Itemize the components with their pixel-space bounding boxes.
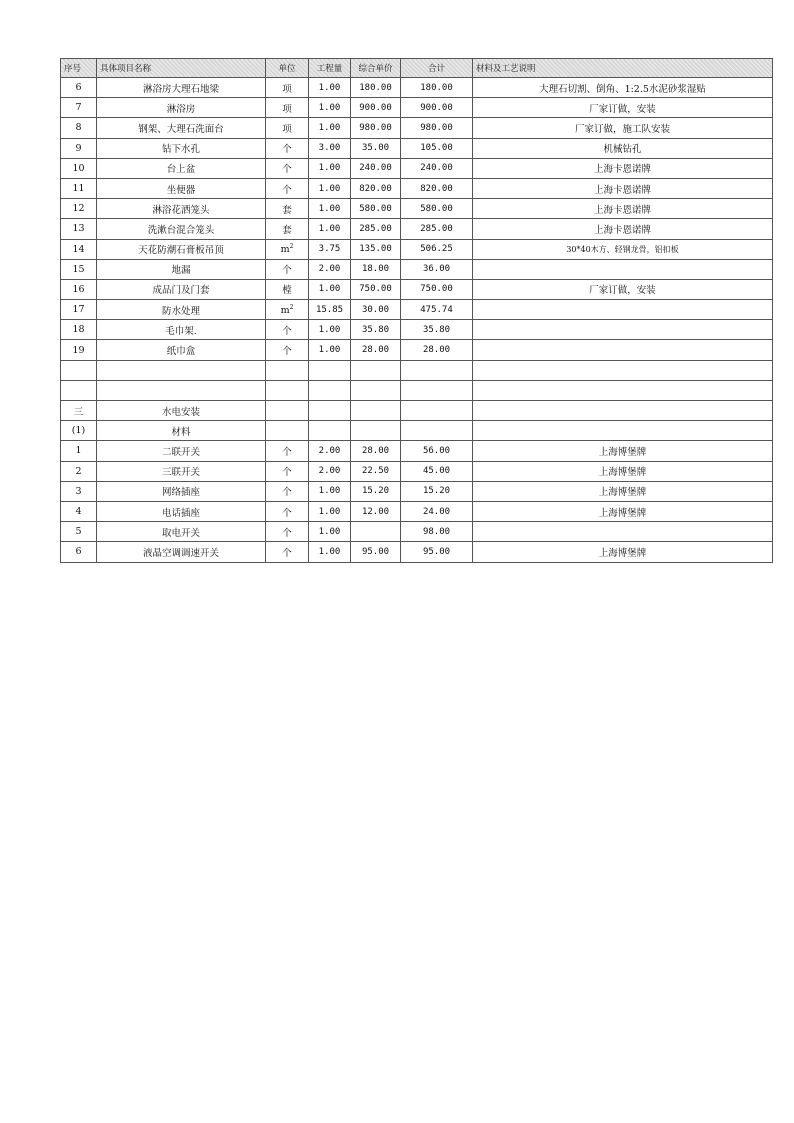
cell-price: 95.00: [351, 542, 401, 562]
quotation-sheet: [60, 58, 772, 563]
cell-total: 98.00: [401, 522, 473, 542]
cell-price: 900.00: [351, 98, 401, 118]
table-row: [61, 380, 773, 400]
cell-note: 上海博堡牌: [473, 441, 773, 461]
cell-total: 900.00: [401, 98, 473, 118]
cell-unit: [266, 360, 309, 380]
cell-unit: [266, 340, 309, 360]
cell-name: 防水处理: [97, 300, 266, 320]
cell-total: 24.00: [401, 501, 473, 521]
cell-unit: [266, 219, 309, 239]
cell-total: 980.00: [401, 118, 473, 138]
cell-qty: 2.00: [309, 441, 351, 461]
cell-unit: [266, 481, 309, 501]
cell-qty: 1.00: [309, 340, 351, 360]
cell-note: [473, 401, 773, 421]
cell-name: 毛巾架.: [97, 320, 266, 340]
unit-text: 个: [282, 184, 292, 196]
table-row: [61, 199, 773, 219]
unit-text: 个: [282, 325, 292, 337]
table-row: [61, 542, 773, 562]
cell-price: 750.00: [351, 279, 401, 299]
cell-total: 105.00: [401, 138, 473, 158]
cell-note: 机械钻孔: [473, 138, 773, 158]
cell-unit: [266, 259, 309, 279]
cell-name: 电话插座: [97, 501, 266, 521]
cell-note: [473, 259, 773, 279]
cell-total: 180.00: [401, 78, 473, 98]
header-price: 综合单价: [351, 59, 401, 78]
cell-name: 二联开关: [97, 441, 266, 461]
cell-unit: [266, 138, 309, 158]
cell-seq: 4: [61, 501, 97, 521]
unit-text: 个: [282, 265, 292, 277]
cell-unit: [266, 441, 309, 461]
cell-qty: 1.00: [309, 481, 351, 501]
cell-note: [473, 421, 773, 441]
cell-price: [351, 380, 401, 400]
header-name: 具体项目名称: [97, 59, 266, 78]
cell-seq: [61, 360, 97, 380]
unit-text: 个: [282, 547, 292, 559]
cell-total: [401, 401, 473, 421]
cell-qty: 15.85: [309, 300, 351, 320]
unit-text: 套: [282, 224, 292, 236]
cell-price: 28.00: [351, 441, 401, 461]
table-row: [61, 138, 773, 158]
cell-total: 475.74: [401, 300, 473, 320]
header-unit: 单位: [266, 59, 309, 78]
unit-text: 樘: [282, 285, 292, 297]
cell-unit: [266, 158, 309, 178]
table-body: [61, 78, 773, 563]
cell-qty: 1.00: [309, 320, 351, 340]
unit-superscript: 2: [289, 243, 294, 251]
cell-name: 液晶空调调速开关: [97, 542, 266, 562]
table-row: [61, 239, 773, 259]
cell-seq: (1): [61, 421, 97, 441]
cell-seq: 13: [61, 219, 97, 239]
cell-unit: [266, 320, 309, 340]
cell-name: 地漏: [97, 259, 266, 279]
cell-name: 坐便器: [97, 178, 266, 198]
cell-note: 上海卡恩诺牌: [473, 178, 773, 198]
cell-unit: [266, 401, 309, 421]
unit-text: 个: [282, 164, 292, 176]
cell-total: 506.25: [401, 239, 473, 259]
cell-price: 240.00: [351, 158, 401, 178]
cell-unit: [266, 522, 309, 542]
cell-name: 水电安装: [97, 401, 266, 421]
cell-seq: 三: [61, 401, 97, 421]
cell-name: [97, 380, 266, 400]
cell-note: 厂家订做，安装: [473, 98, 773, 118]
cell-price: 180.00: [351, 78, 401, 98]
cell-unit: [266, 98, 309, 118]
cell-name: 台上盆: [97, 158, 266, 178]
cell-price: 12.00: [351, 501, 401, 521]
cell-price: [351, 360, 401, 380]
cell-note: [473, 380, 773, 400]
unit-text: 个: [282, 467, 292, 479]
cell-name: 淋浴花洒笼头: [97, 199, 266, 219]
cell-qty: 1.00: [309, 219, 351, 239]
cell-note: 30*40木方、轻钢龙骨，铝扣板: [473, 239, 773, 259]
cell-unit: [266, 279, 309, 299]
cell-total: 240.00: [401, 158, 473, 178]
cell-seq: 6: [61, 542, 97, 562]
cell-name: 网络插座: [97, 481, 266, 501]
cell-note: 上海卡恩诺牌: [473, 219, 773, 239]
cell-name: 材料: [97, 421, 266, 441]
cell-note: 上海卡恩诺牌: [473, 199, 773, 219]
cell-unit: [266, 239, 309, 259]
unit-text: 项: [282, 103, 292, 115]
table-row: [61, 300, 773, 320]
cell-price: 18.00: [351, 259, 401, 279]
cell-name: 钢架、大理石洗面台: [97, 118, 266, 138]
cell-total: [401, 421, 473, 441]
cell-seq: 16: [61, 279, 97, 299]
header-note: 材料及工艺说明: [473, 59, 773, 78]
cell-total: 580.00: [401, 199, 473, 219]
cell-qty: 1.00: [309, 78, 351, 98]
cell-note: [473, 360, 773, 380]
cell-qty: 3.75: [309, 239, 351, 259]
cell-seq: 1: [61, 441, 97, 461]
cell-total: 45.00: [401, 461, 473, 481]
cell-seq: 15: [61, 259, 97, 279]
cell-total: 750.00: [401, 279, 473, 299]
table-row: [61, 360, 773, 380]
cell-note: [473, 522, 773, 542]
unit-text: m: [280, 244, 290, 256]
unit-text: 个: [282, 487, 292, 499]
cell-name: 淋浴房: [97, 98, 266, 118]
cell-price: [351, 421, 401, 441]
header-qty: 工程量: [309, 59, 351, 78]
cell-price: 22.50: [351, 461, 401, 481]
unit-text: 套: [282, 204, 292, 216]
table-row: [61, 421, 773, 441]
cell-total: 28.00: [401, 340, 473, 360]
cell-price: [351, 401, 401, 421]
cell-qty: 1.00: [309, 118, 351, 138]
header-seq: 序号: [61, 59, 97, 78]
cell-seq: 17: [61, 300, 97, 320]
cell-note: [473, 340, 773, 360]
cell-seq: 9: [61, 138, 97, 158]
unit-text: 个: [282, 346, 292, 358]
table-header-row: [61, 59, 773, 78]
cell-total: 15.20: [401, 481, 473, 501]
cell-qty: 2.00: [309, 259, 351, 279]
unit-text: 项: [282, 123, 292, 135]
table-row: [61, 320, 773, 340]
cell-seq: 2: [61, 461, 97, 481]
cell-unit: [266, 461, 309, 481]
cell-qty: 3.00: [309, 138, 351, 158]
cell-unit: [266, 178, 309, 198]
table-row: [61, 78, 773, 98]
cell-note: 大理石切割、倒角、1:2.5水泥砂浆湿贴: [473, 78, 773, 98]
cell-seq: [61, 380, 97, 400]
cell-name: [97, 360, 266, 380]
cell-qty: 1.00: [309, 501, 351, 521]
cell-qty: 1.00: [309, 98, 351, 118]
cell-price: 30.00: [351, 300, 401, 320]
cell-seq: 10: [61, 158, 97, 178]
cell-price: 35.80: [351, 320, 401, 340]
cell-qty: 1.00: [309, 199, 351, 219]
cell-unit: [266, 542, 309, 562]
cell-qty: 1.00: [309, 522, 351, 542]
cell-qty: 1.00: [309, 178, 351, 198]
cell-unit: [266, 78, 309, 98]
cell-unit: [266, 199, 309, 219]
unit-text: 项: [282, 83, 292, 95]
cell-unit: [266, 421, 309, 441]
cell-price: 980.00: [351, 118, 401, 138]
cell-qty: 1.00: [309, 158, 351, 178]
cell-name: 取电开关: [97, 522, 266, 542]
cell-price: 285.00: [351, 219, 401, 239]
cell-note: 上海博堡牌: [473, 542, 773, 562]
cell-seq: 8: [61, 118, 97, 138]
cell-total: 56.00: [401, 441, 473, 461]
cell-seq: 14: [61, 239, 97, 259]
cell-total: [401, 380, 473, 400]
cell-seq: 6: [61, 78, 97, 98]
cell-seq: 7: [61, 98, 97, 118]
cell-price: 820.00: [351, 178, 401, 198]
table-row: [61, 98, 773, 118]
cell-name: 纸巾盒: [97, 340, 266, 360]
cell-qty: 2.00: [309, 461, 351, 481]
cell-seq: 3: [61, 481, 97, 501]
cell-seq: 5: [61, 522, 97, 542]
cell-total: 95.00: [401, 542, 473, 562]
table-row: [61, 279, 773, 299]
cell-price: [351, 522, 401, 542]
cell-total: 285.00: [401, 219, 473, 239]
table-row: [61, 158, 773, 178]
table-row: [61, 118, 773, 138]
cell-name: 淋浴房大理石地梁: [97, 78, 266, 98]
cell-qty: [309, 401, 351, 421]
cell-name: 洗漱台混合笼头: [97, 219, 266, 239]
table-row: [61, 461, 773, 481]
cell-total: 820.00: [401, 178, 473, 198]
cell-price: 35.00: [351, 138, 401, 158]
unit-text: 个: [282, 507, 292, 519]
table-row: [61, 481, 773, 501]
cell-note: [473, 300, 773, 320]
cell-seq: 18: [61, 320, 97, 340]
cell-name: 成品门及门套: [97, 279, 266, 299]
table-row: [61, 178, 773, 198]
table-row: [61, 501, 773, 521]
cell-price: 135.00: [351, 239, 401, 259]
table-row: [61, 340, 773, 360]
header-total: 合计: [401, 59, 473, 78]
cell-price: 580.00: [351, 199, 401, 219]
cell-unit: [266, 300, 309, 320]
cell-qty: [309, 421, 351, 441]
cell-price: 28.00: [351, 340, 401, 360]
table-row: [61, 219, 773, 239]
cell-total: 35.80: [401, 320, 473, 340]
cell-note: 厂家订做，安装: [473, 279, 773, 299]
cell-note: 上海博堡牌: [473, 501, 773, 521]
cell-qty: 1.00: [309, 542, 351, 562]
table-row: [61, 522, 773, 542]
cell-name: 钻下水孔: [97, 138, 266, 158]
cell-name: 三联开关: [97, 461, 266, 481]
cell-unit: [266, 501, 309, 521]
cell-qty: 1.00: [309, 279, 351, 299]
cell-unit: [266, 380, 309, 400]
unit-superscript: 2: [289, 303, 294, 311]
cell-name: 天花防潮石膏板吊顶: [97, 239, 266, 259]
cell-note: 上海卡恩诺牌: [473, 158, 773, 178]
table-row: [61, 259, 773, 279]
cell-seq: 11: [61, 178, 97, 198]
cell-note: 上海博堡牌: [473, 461, 773, 481]
cell-seq: 12: [61, 199, 97, 219]
unit-text: 个: [282, 144, 292, 156]
cell-price: 15.20: [351, 481, 401, 501]
cell-unit: [266, 118, 309, 138]
cell-total: [401, 360, 473, 380]
unit-text: 个: [282, 527, 292, 539]
cell-total: 36.00: [401, 259, 473, 279]
quotation-table: [60, 58, 773, 563]
cell-note: [473, 320, 773, 340]
table-row: [61, 441, 773, 461]
cell-note: 厂家订做，施工队安装: [473, 118, 773, 138]
cell-qty: [309, 380, 351, 400]
unit-text: m: [280, 304, 290, 316]
cell-note: 上海博堡牌: [473, 481, 773, 501]
unit-text: 个: [282, 446, 292, 458]
cell-seq: 19: [61, 340, 97, 360]
table-row: [61, 401, 773, 421]
cell-qty: [309, 360, 351, 380]
